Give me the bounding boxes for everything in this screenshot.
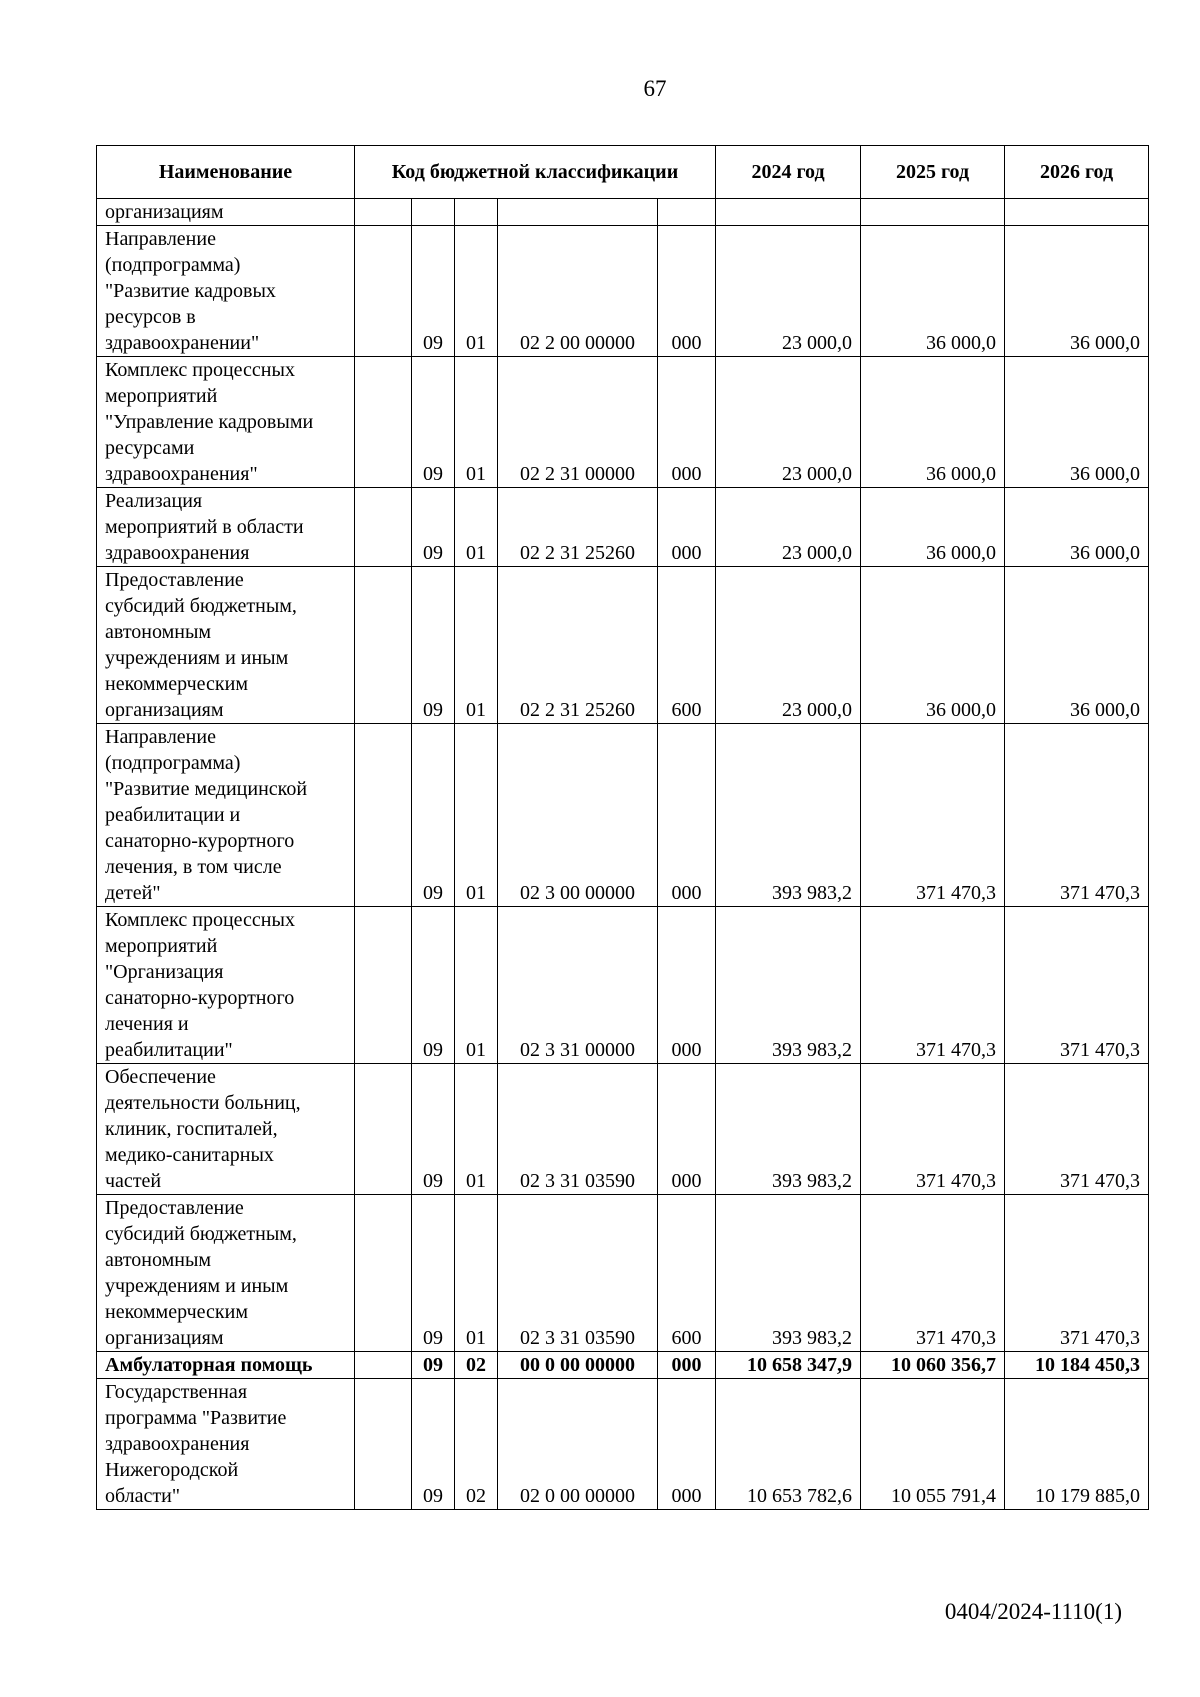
row-name: Государственная программа "Развитие здравоохранения Нижегородской области" [97, 1379, 355, 1510]
table-row [97, 488, 1149, 567]
code-subsection: 01 [455, 567, 498, 724]
row-name: Направление (подпрограмма) "Развитие медицинской реабилитации и санаторно-курортного лечения, в том числе детей" [97, 724, 355, 907]
code-section: 09 [412, 1352, 455, 1379]
code-target: 02 2 31 25260 [498, 488, 658, 567]
amount-2025: 371 470,3 [861, 1064, 1005, 1195]
blank-cell [355, 1379, 412, 1510]
amount-2025: 10 055 791,4 [861, 1379, 1005, 1510]
blank-cell [355, 907, 412, 1064]
blank-cell [355, 199, 412, 226]
row-name: Комплекс процессных мероприятий "Организация санаторно-курортного лечения и реабилитации" [97, 907, 355, 1064]
document-id: 0404/2024-1110(1) [944, 1599, 1122, 1624]
table-row [97, 907, 1149, 1064]
blank-cell [355, 357, 412, 488]
table-row [97, 1195, 1149, 1352]
blank-cell [355, 1195, 412, 1352]
header-name: Наименование [97, 146, 355, 199]
code-target: 02 2 31 25260 [498, 567, 658, 724]
amount-2024: 23 000,0 [716, 226, 861, 357]
amount-2026: 10 179 885,0 [1005, 1379, 1149, 1510]
amount-2025: 10 060 356,7 [861, 1352, 1005, 1379]
amount-2024: 393 983,2 [716, 1195, 861, 1352]
code-section: 09 [412, 907, 455, 1064]
code-section [412, 199, 455, 226]
code-target: 02 2 31 00000 [498, 357, 658, 488]
code-target: 02 3 31 03590 [498, 1064, 658, 1195]
code-expense-type: 000 [658, 226, 716, 357]
code-section: 09 [412, 567, 455, 724]
code-subsection: 01 [455, 907, 498, 1064]
code-expense-type: 000 [658, 1379, 716, 1510]
code-target [498, 199, 658, 226]
code-section: 09 [412, 357, 455, 488]
amount-2025: 371 470,3 [861, 724, 1005, 907]
row-name: Направление (подпрограмма) "Развитие кадровых ресурсов в здравоохранении" [97, 226, 355, 357]
code-section: 09 [412, 226, 455, 357]
amount-2026: 36 000,0 [1005, 488, 1149, 567]
code-expense-type: 600 [658, 1195, 716, 1352]
table-row [97, 567, 1149, 724]
code-target: 02 3 31 03590 [498, 1195, 658, 1352]
page-number: 67 [643, 76, 667, 101]
code-section: 09 [412, 724, 455, 907]
amount-2024: 393 983,2 [716, 724, 861, 907]
amount-2025: 36 000,0 [861, 357, 1005, 488]
amount-2026: 10 184 450,3 [1005, 1352, 1149, 1379]
code-expense-type: 000 [658, 724, 716, 907]
code-section: 09 [412, 488, 455, 567]
header-code: Код бюджетной классификации [355, 146, 716, 199]
code-expense-type: 000 [658, 1064, 716, 1195]
code-expense-type [658, 199, 716, 226]
amount-2024: 23 000,0 [716, 567, 861, 724]
blank-cell [355, 567, 412, 724]
code-subsection: 01 [455, 488, 498, 567]
amount-2025: 371 470,3 [861, 907, 1005, 1064]
code-target: 02 3 00 00000 [498, 724, 658, 907]
code-expense-type: 000 [658, 907, 716, 1064]
header-2026: 2026 год [1005, 146, 1149, 199]
code-subsection: 01 [455, 1064, 498, 1195]
table-row [97, 1064, 1149, 1195]
code-subsection: 01 [455, 724, 498, 907]
code-expense-type: 600 [658, 567, 716, 724]
amount-2026: 36 000,0 [1005, 567, 1149, 724]
header-2025: 2025 год [861, 146, 1005, 199]
amount-2025: 36 000,0 [861, 488, 1005, 567]
amount-2026: 371 470,3 [1005, 1064, 1149, 1195]
table-row [97, 357, 1149, 488]
table-row [97, 724, 1149, 907]
amount-2026: 371 470,3 [1005, 907, 1149, 1064]
amount-2026: 36 000,0 [1005, 357, 1149, 488]
amount-2024: 23 000,0 [716, 488, 861, 567]
amount-2024: 10 658 347,9 [716, 1352, 861, 1379]
table-row [97, 1379, 1149, 1510]
amount-2025: 36 000,0 [861, 226, 1005, 357]
code-expense-type: 000 [658, 488, 716, 567]
code-section: 09 [412, 1195, 455, 1352]
code-subsection: 01 [455, 1195, 498, 1352]
code-target: 02 3 31 00000 [498, 907, 658, 1064]
amount-2025: 36 000,0 [861, 567, 1005, 724]
amount-2025 [861, 199, 1005, 226]
header-row [97, 146, 1149, 199]
table-body [97, 199, 1149, 1510]
code-expense-type: 000 [658, 1352, 716, 1379]
code-target: 02 2 00 00000 [498, 226, 658, 357]
amount-2026: 36 000,0 [1005, 226, 1149, 357]
amount-2024 [716, 199, 861, 226]
blank-cell [355, 1352, 412, 1379]
table-row [97, 226, 1149, 357]
table-row [97, 1352, 1149, 1379]
blank-cell [355, 488, 412, 567]
amount-2026: 371 470,3 [1005, 724, 1149, 907]
row-name: организациям [97, 199, 355, 226]
amount-2026: 371 470,3 [1005, 1195, 1149, 1352]
code-subsection: 01 [455, 226, 498, 357]
table-row [97, 199, 1149, 226]
code-subsection [455, 199, 498, 226]
row-name: Предоставление субсидий бюджетным, автономным учреждениям и иным некоммерческим организациям [97, 567, 355, 724]
code-section: 09 [412, 1064, 455, 1195]
blank-cell [355, 226, 412, 357]
header-2024: 2024 год [716, 146, 861, 199]
code-target: 00 0 00 00000 [498, 1352, 658, 1379]
row-name: Амбулаторная помощь [97, 1352, 355, 1379]
amount-2026 [1005, 199, 1149, 226]
amount-2024: 393 983,2 [716, 907, 861, 1064]
row-name: Предоставление субсидий бюджетным, автономным учреждениям и иным некоммерческим организациям [97, 1195, 355, 1352]
blank-cell [355, 724, 412, 907]
amount-2024: 393 983,2 [716, 1064, 861, 1195]
row-name: Реализация мероприятий в области здравоохранения [97, 488, 355, 567]
code-subsection: 01 [455, 357, 498, 488]
amount-2024: 10 653 782,6 [716, 1379, 861, 1510]
row-name: Обеспечение деятельности больниц, клиник, госпиталей, медико-санитарных частей [97, 1064, 355, 1195]
code-subsection: 02 [455, 1352, 498, 1379]
code-target: 02 0 00 00000 [498, 1379, 658, 1510]
row-name: Комплекс процессных мероприятий "Управление кадровыми ресурсами здравоохранения" [97, 357, 355, 488]
amount-2025: 371 470,3 [861, 1195, 1005, 1352]
amount-2024: 23 000,0 [716, 357, 861, 488]
blank-cell [355, 1064, 412, 1195]
code-section: 09 [412, 1379, 455, 1510]
budget-table [96, 145, 1149, 1510]
code-subsection: 02 [455, 1379, 498, 1510]
code-expense-type: 000 [658, 357, 716, 488]
